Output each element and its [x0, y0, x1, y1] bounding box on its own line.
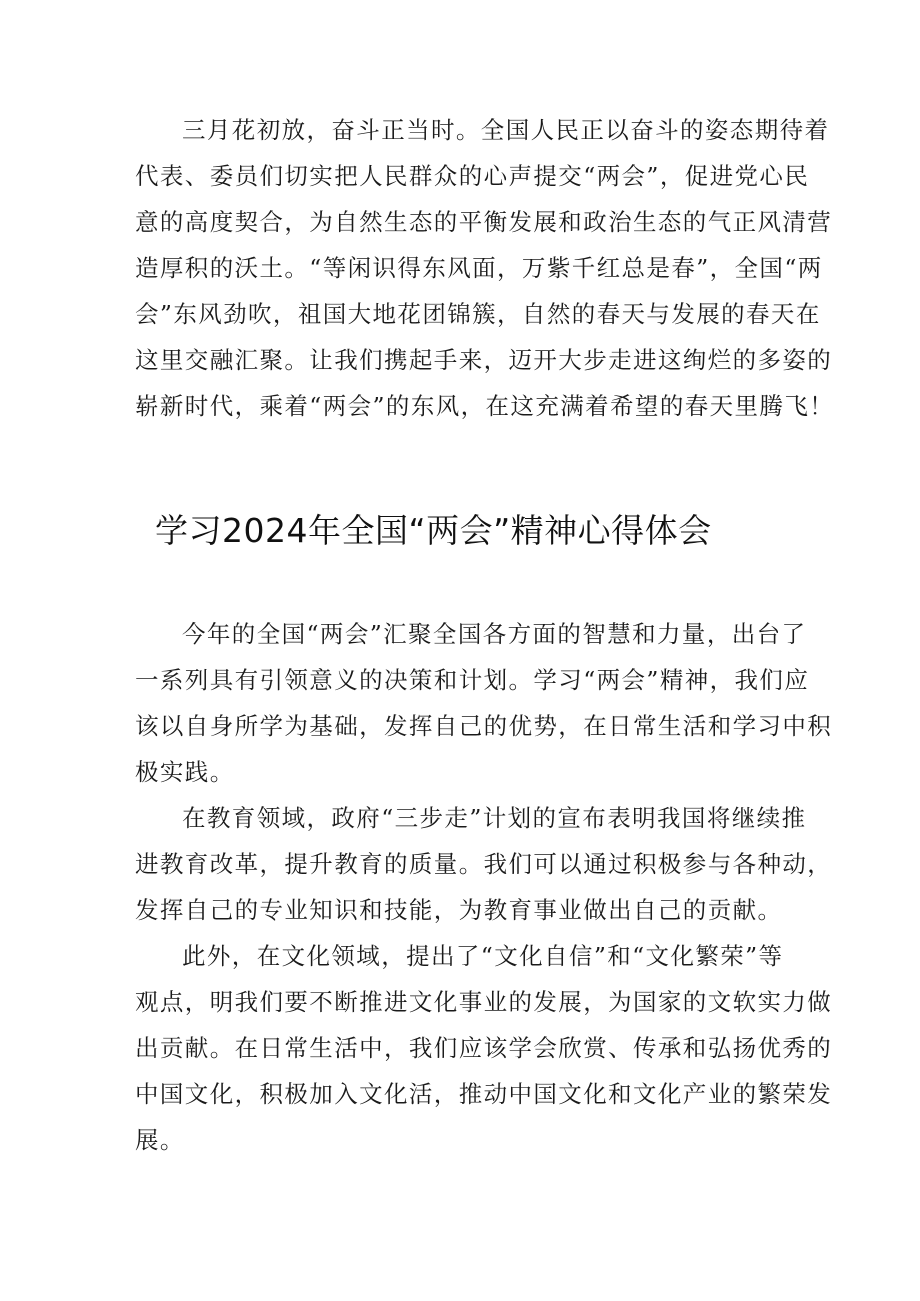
paragraph-education-intro: [135, 611, 833, 795]
paragraph-line: 崭新时代，乘着“两会”的东风，在这充满着希望的春天里腾飞！: [135, 392, 835, 420]
paragraph-line: 中国文化，积极加入文化活，推动中国文化和文化产业的繁荣发: [135, 1080, 833, 1108]
paragraph-line: 这里交融汇聚。让我们携起手来，迈开大步走进这绚烂的多姿的: [135, 346, 833, 374]
paragraph-line: 会”东风劲吹，祖国大地花团锦簇，自然的春天与发展的春天在: [135, 300, 821, 328]
paragraph-line: 代表、委员们切实把人民群众的心声提交“两会”，促进党心民: [135, 162, 810, 190]
paragraph-line: 造厚积的沃土。“等闲识得东风面，万紫千红总是春”，全国“两: [135, 254, 823, 282]
paragraph-education: [135, 795, 833, 933]
paragraph-culture: [135, 933, 833, 1163]
paragraph-line: 进教育改革，提升教育的质量。我们可以通过积极参与各种动，: [135, 850, 833, 878]
paragraph-line: 三月花初放，奋斗正当时。全国人民正以奋斗的姿态期待着: [182, 116, 830, 144]
paragraph-line: 一系列具有引领意义的决策和计划。学习“两会”精神，我们应: [135, 666, 810, 694]
paragraph-line: 今年的全国“两会”汇聚全国各方面的智慧和力量，出台了: [182, 620, 807, 648]
paragraph-line: 此外，在文化领域，提出了“文化自信”和“文化繁荣”等: [182, 942, 784, 970]
paragraph-line: 发挥自己的专业知识和技能，为教育事业做出自己的贡献。: [135, 896, 783, 924]
body-text: [135, 611, 833, 1163]
paragraph-line: 该以自身所学为基础，发挥自己的优势，在日常生活和学习中积: [135, 712, 833, 740]
paragraph-line: 展。: [135, 1126, 185, 1154]
paragraph-line: 意的高度契合，为自然生态的平衡发展和政治生态的气正风清营: [135, 208, 833, 236]
paragraph-line: 在教育领域，政府“三步走”计划的宣布表明我国将继续推: [182, 804, 807, 832]
paragraph-line: 观点，明我们要不断推进文化事业的发展，为国家的文软实力做: [135, 988, 833, 1016]
paragraph-line: 出贡献。在日常生活中，我们应该学会欣赏、传承和弘扬优秀的: [135, 1034, 833, 1062]
paragraph-line: 极实践。: [135, 758, 235, 786]
intro-paragraph: [135, 107, 835, 429]
section-heading: 学习2024年全国“两会”精神心得体会: [155, 511, 712, 550]
